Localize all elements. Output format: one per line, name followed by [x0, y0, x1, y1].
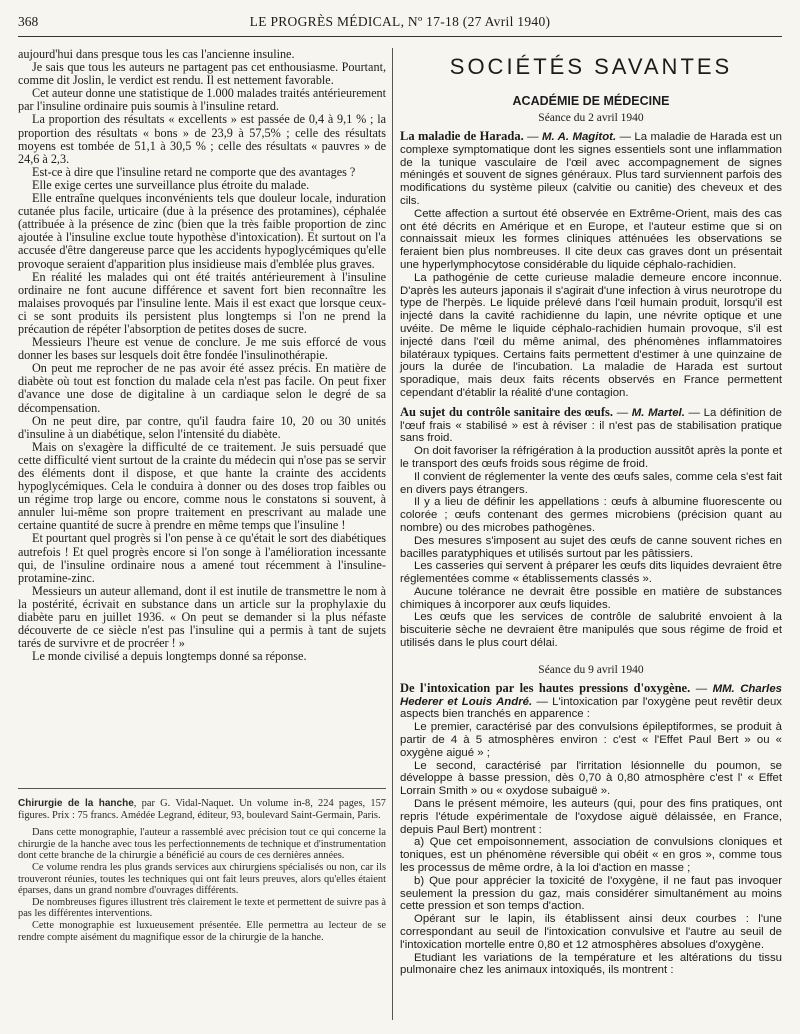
column-divider: [392, 48, 393, 1020]
review-paragraph: Ce volume rendra les plus grands services aux chirurgiens spécialisés ou non, car ils trouveront réunies, toutes les techniques qui ont fait leurs preuves, alors qu'elles étaient éparses, dans un grand nombre d'ouvrages différents.: [18, 861, 386, 897]
journal-title: LE PROGRÈS MÉDICAL, Nº 17-18 (27 Avril 1940): [249, 14, 551, 29]
article-lead: La maladie de Harada. — M. A. Magitot. — La maladie de Harada est un complexe symptomatique dont les signes essentiels sont une inflammation de la tunique vasculaire de l'œil avec accompagnement de signes méningés et souvent de signes généraux. Plus tard surviennent parfois des modifications du système pileux (calvitie ou canitie) des cheveux et des cils.: [400, 129, 783, 207]
paragraph: Etudiant les variations de la température et les altérations du tissu pulmonaire chez les animaux intoxiqués, ils montrent :: [400, 951, 782, 977]
paragraph: Elle entraîne quelques inconvénients tels que douleur locale, induration cutanée plus facile, urticaire (due à la présence des protamines), céphalée (attribuée à la présence de zinc (bien que la très faible proportion de zinc ajoutée à l'insuline exclue toute hypothèse d'intoxication). Et surtout on l'a accusée d'être dangereuse parce que les accidents hypoglycémiques qu'elle provoque seraient d'apparition plus insidieuse mais d'emblée plus graves.: [18, 191, 386, 271]
paragraph: aujourd'hui dans presque tous les cas l'ancienne insuline.: [18, 47, 295, 61]
paragraph: Les œufs que les services de contrôle de salubrité envoient à la biscuiterie sèche ne devraient être manipulés que sous régime de froid et utilisés dans le plus court délai.: [400, 611, 782, 650]
paragraph: Est-ce à dire que l'insuline retard ne comporte que des avantages ?: [32, 164, 356, 179]
paragraph: Dans le présent mémoire, les auteurs (qui, pour des fins pratiques, ont repris l'étude expérimentale de l'oxydose aiguë délaissée, en France, depuis Paul Bert) montrent :: [400, 798, 782, 836]
page-header: [18, 14, 782, 36]
paragraph: Messieurs l'heure est venue de conclure. Je me suis efforcé de vous donner les bases sur lesquels doit être fondée l'insulinothérapie.: [18, 335, 386, 363]
paragraph: Le monde civilisé a depuis longtemps donné sa réponse.: [32, 649, 307, 664]
paragraph: b) Que pour apprécier la toxicité de l'oxygène, il ne faut pas invoquer seulement la pression du gaz, mais considérer simultanément au moins cette pression et son temps d'action.: [400, 874, 782, 913]
review-paragraph: Dans cette monographie, l'auteur a rassemblé avec précision tout ce qui concerne la chirurgie de la hanche avec tous les perfectionnements de technique et d'instrumentation dont cette branche de la chirurgie a bénéficié au cours de ces dernières années.: [18, 827, 386, 862]
paragraph: Et pourtant quel progrès si l'on pense à ce qu'était le sort des diabétiques autrefois ! Et quel progrès encore si l'on songe à l'amélioration incessante qui, de l'insuline ordinaire nous a amené tout récemment à l'insuline-protamine-zinc.: [18, 531, 386, 585]
academy-heading: ACADÉMIE DE MÉDECINE: [512, 94, 670, 108]
right-column: [400, 48, 782, 977]
article-author: M. A. Magitot.: [542, 131, 617, 143]
article-title: Au sujet du contrôle sanitaire des œufs.: [400, 404, 614, 419]
paragraph: Des mesures s'imposent au sujet des œufs de canne souvent riches en bacilles paratyphiques et utilisés surtout par les pâtissiers.: [400, 534, 782, 560]
paragraph: En réalité les malades qui ont été traités antérieurement à l'insuline ordinaire ne font aucune différence et savent fort bien reconnaître les malaises provoqués par l'insuline lente. Mais il est exact que lorsque ceux-ci se sont produits ils persistent plus longtemps si l'on ne prend la précaution de répéter l'absorption de petites doses de sucre.: [18, 269, 386, 336]
section-title: SOCIÉTÉS SAVANTES: [449, 54, 733, 79]
paragraph: Aucune tolérance ne devrait être possible en matière de substances chimiques à incorporer aux œufs liquides.: [400, 585, 782, 611]
review-divider: [18, 788, 386, 789]
paragraph: On ne peut dire, par contre, qu'il faudra faire 10, 20 ou 30 unités d'insuline à un diabétique, selon l'intensité du diabète.: [18, 413, 386, 441]
paragraph: Je sais que tous les auteurs ne partagent pas cet enthousiasme. Pourtant, comme dit Joslin, le verdict est rendu. Il est nettement favorable.: [18, 60, 386, 88]
paragraph: La proportion des résultats « excellents » est passée de 0,4 à 9,1 % ; la proportion des résultats « bons » de 23,9 à 57,5% ; celle des résultats moyens est tombée de 51,1 à 30,5 % ; celle des résultats « pauvres » de 24,6 à 2,3.: [18, 112, 386, 166]
paragraph: Le second, caractérisé par l'irritation lésionnelle du poumon, se développe à basse pression, dès 0,70 à 0,80 atmosphère c'est l' « Effet Lorrain Smith » ou « oxydose subaiguë ».: [400, 759, 782, 798]
paragraph: Messieurs un auteur allemand, dont il est inutile de transmettre le nom à la postérité, écrivait en substance dans un article sur la prophylaxie du diabète paru en juillet 1936. « On peut se demander si la plus néfaste découverte de ce siècle n'est pas l'insuline qui a permis à tant de sujets tarés de survivre et de procréer ! »: [18, 583, 386, 651]
article-title: De l'intoxication par les hautes pressions d'oxygène.: [400, 680, 691, 695]
book-review: [18, 798, 386, 943]
paragraph: Elle exige certes une surveillance plus étroite du malade.: [32, 177, 310, 192]
page-number: 368: [18, 14, 39, 29]
paragraph: Il y a lieu de définir les appellations : œufs à albumine fluorescente ou colorée ; œufs contenant des germes microbiens (précision quant au nombre) ou des microbes pathogènes.: [400, 496, 782, 534]
paragraph: La pathogénie de cette curieuse maladie demeure encore inconnue. D'après les auteurs japonais il s'agirait d'une infection à virus neurotrope du type de l'herpès. Le liquide prélevé dans l'œil humain produit, lorsqu'il est injecté dans la cavité rachidienne du lapin, une névrite optique et une uvéite. De même le liquide céphalo-rachidien humain provoque, s'il est injecté dans l'œil du même animal, des phénomènes inflammatoires bilatéraux typiques. Certains faits permettent d'estimer à une quinzaine de jours la durée de l'incubation. La maladie de Harada est surtout sporadique, mais deux faits récents observés en France permettent cependant d'établir la réalité d'une contagion.: [400, 271, 782, 399]
book-citation: , par G. Vidal-Naquet. Un volume in-8, 224 pages, 157 figures. Prix : 75 francs. Amédée Legrand, éditeur, 93, boulevard Saint-Germain, Paris.: [18, 798, 386, 821]
paragraph: Les casseries qui servent à préparer les œufs dits liquides devraient être réglementées comme « établissements classés ».: [400, 560, 782, 586]
session-date: Séance du 2 avril 1940: [538, 112, 644, 124]
header-divider: [18, 36, 782, 37]
article-lead: De l'intoxication par les hautes pressions d'oxygène. — MM. Charles Hederer et Louis André. — L'intoxication par l'oxygène peut revêtir deux aspects bien tranchés en apparence :: [400, 680, 782, 721]
review-paragraph: Cette monographie est luxueusement présentée. Elle permettra au lecteur de se rendre compte aisément du magnifique essor de la chirurgie de la hanche.: [18, 919, 386, 943]
paragraph: Opérant sur le lapin, ils établissent ainsi deux courbes : l'une correspondant au seuil de l'intoxication convulsive et l'autre au seuil de l'intoxication mortelle entre 0,80 et 12 atmosphères absolues d'oxygène.: [400, 913, 782, 951]
book-title: Chirurgie de la hanche: [18, 798, 134, 809]
session-date: Séance du 9 avril 1940: [538, 663, 644, 676]
paragraph: On peut me reprocher de ne pas avoir été assez précis. En matière de diabète où tout est fonction du malade cela n'est pas facile. On peut fixer d'avance une dose de digitaline à un cardiaque selon le degré de sa décompensation.: [18, 361, 386, 415]
paragraph: Cette affection a surtout été observée en Extrême-Orient, mais des cas ont été décrits en Amérique et en Europe, et l'auteur estime que si on connaissait mieux les formes cliniques atténuées les observations se feraient bien plus nombreuses. Il cite deux cas graves dont un présentait une hyperlymphocytose considérable du liquide céphalo-rachidien.: [400, 207, 782, 271]
paragraph: On doit favoriser la réfrigération à la production aussitôt après la ponte et le transport des œufs froids sous régime de froid.: [400, 445, 782, 470]
paragraph: Cet auteur donne une statistique de 1.000 malades traités antérieurement par l'insuline ordinaire puis soumis à l'insuline retard.: [18, 86, 386, 114]
paragraph: Mais on s'exagère la difficulté de ce traitement. Je suis persuadé que cette difficulté vient surtout de la crainte du médecin qui n'ose pas se servir des éléments dont il dispose, et que hante la crainte des accidents hypoglycémiques. Cela le conduira à donner ou des doses trop faibles ou un régime trop large ou encore, comme nous le constatons si souvent, à annuler lui-même son propre traitement en prescrivant au malade une certaine quantité de sucre à prendre en même temps que l'insuline !: [18, 439, 386, 533]
paragraph: Il convient de réglementer la vente des œufs sales, comme cela s'est fait en divers pays étrangers.: [400, 470, 782, 496]
review-paragraph: De nombreuses figures illustrent très clairement le texte et permettent de suivre pas à pas les différentes interventions.: [18, 896, 386, 920]
review-citation: [18, 798, 386, 821]
article-title: La maladie de Harada.: [400, 129, 524, 143]
article-author: M. Martel.: [631, 406, 685, 419]
article-author: MM. Charles Hederer et Louis André.: [400, 682, 782, 708]
article-lead: Au sujet du contrôle sanitaire des œufs. — M. Martel. — La définition de l'œuf frais « stabilisé » est à réviser : il n'est pas de stabilisation pratique sans froid.: [400, 404, 782, 445]
paragraph: a) Que cet empoisonnement, association de convulsions cloniques et toniques, est un phénomène réversible qui obéit « en gros », comme tous les processus de même ordre, à la loi d'action en masse ;: [400, 836, 782, 875]
paragraph: Le premier, caractérisé par des convulsions épileptiformes, se produit à partir de 4 à 5 atmosphères environ : c'est « l'Effet Paul Bert » ou « oxygène aigué » ;: [400, 721, 782, 759]
left-column: [18, 48, 386, 663]
